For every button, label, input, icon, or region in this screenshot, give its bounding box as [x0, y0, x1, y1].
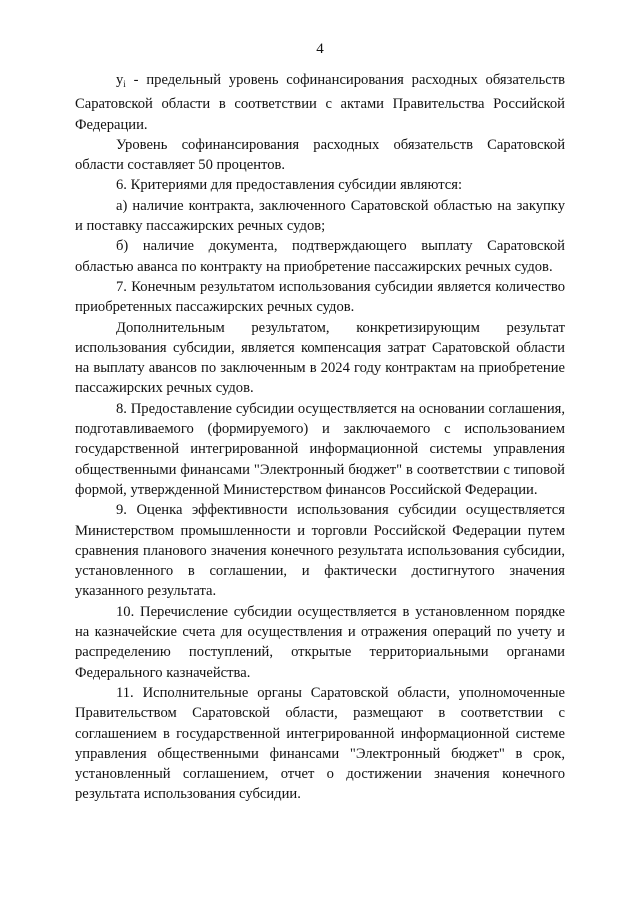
paragraph-10-transfer: 10. Перечисление субсидии осуществляется в установленном порядке на казначейские счета для осуществления и отражения операций по учету и распределению поступлений, открытые территориальными органами Федерального казначейства.: [75, 603, 565, 681]
paragraph-11-report: 11. Исполнительные органы Саратовской области, уполномоченные Правительством Саратовской области, размещают в соответствии с соглашением в государственной интегрированной информационной системе управления общественными финансами "Электронный бюджет" в срок, установленный соглашением, отчет о достижении значения конечного результата использования субсидии.: [75, 684, 565, 803]
paragraph-7-additional-result: Дополнительным результатом, конкретизирующим результат использования субсидии, является компенсация затрат Саратовской области на выплату авансов по заключенным в 2024 году контрактам на приобретение пассажирских речных судов.: [75, 319, 565, 397]
paragraph-6b: б) наличие документа, подтверждающего выплату Саратовской областью аванса по контракту на приобретение пассажирских речных судов.: [75, 238, 565, 275]
paragraph-text: - предельный уровень софинансирования расходных обязательств Саратовской области в соответствии с актами Правительства Российской Федерации.: [75, 72, 565, 133]
paragraph-cofinancing-level: Уровень софинансирования расходных обязательств Саратовской области составляет 50 процентов.: [75, 136, 565, 174]
variable-subscript-i: i: [123, 79, 126, 89]
page-number: 4: [316, 41, 324, 57]
paragraph-yi-definition: [75, 70, 565, 135]
paragraph-7-result: 7. Конечным результатом использования субсидии является количество приобретенных пассажирских речных судов.: [75, 278, 565, 316]
paragraph-6a: а) наличие контракта, заключенного Саратовской областью на закупку и поставку пассажирских речных судов;: [75, 197, 565, 235]
paragraph-9-evaluation: 9. Оценка эффективности использования субсидии осуществляется Министерством промышленности и торговли Российской Федерации путем сравнения планового значения конечного результата использования субсидии, установленного в соглашении, и фактически достигнутого значения указанного результата.: [75, 502, 565, 600]
paragraph-6-criteria: 6. Критериями для предоставления субсидии являются:: [116, 177, 463, 194]
document-body: [75, 70, 565, 805]
variable-y: y: [116, 72, 124, 88]
paragraph-8-agreement: 8. Предоставление субсидии осуществляется на основании соглашения, подготавливаемого (формируемого) и заключаемого с использованием государственной интегрированной информационной системы управления общественными финансами "Электронный бюджет" в соответствии с типовой формой, утвержденной Министерством финансов Российской Федерации.: [75, 400, 565, 498]
